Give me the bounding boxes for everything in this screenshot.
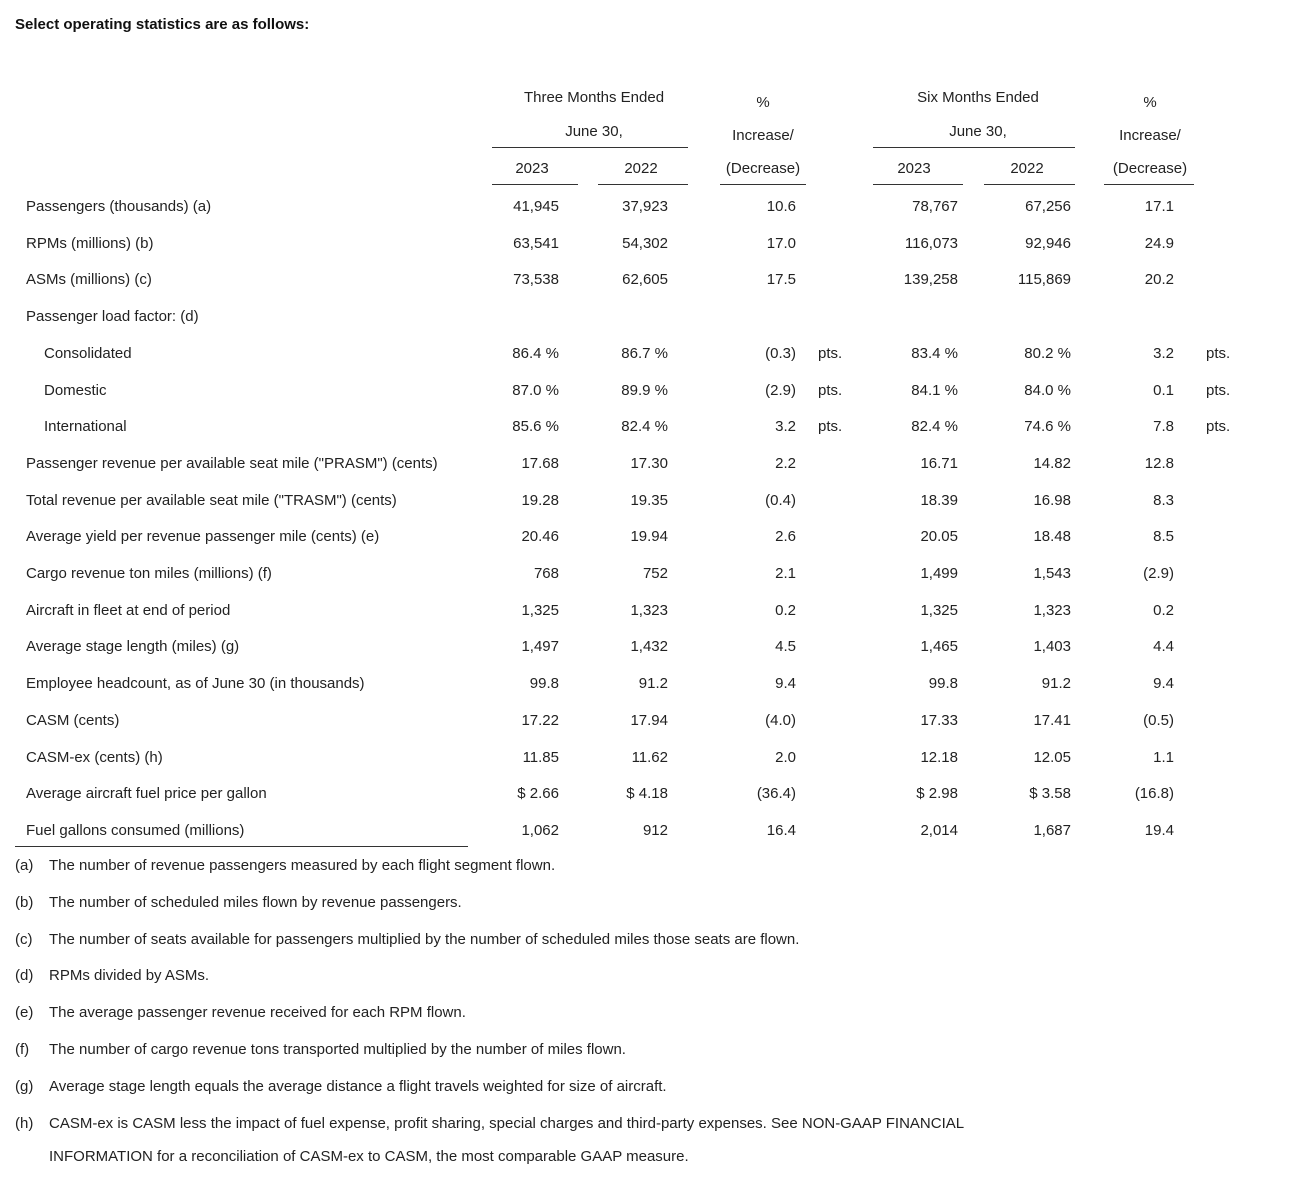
table-cell: 78,767 <box>912 198 958 215</box>
table-cell: 115,869 <box>1017 271 1071 288</box>
table-cell: 2.1 <box>775 565 796 582</box>
table-cell: 82.4 % <box>911 418 958 435</box>
three-months-header-line2: June 30, <box>565 123 623 140</box>
table-cell: 17.94 <box>630 712 668 729</box>
year-header-3m-2023: 2023 <box>515 160 549 177</box>
table-cell: 10.6 <box>766 198 796 215</box>
table-cell: 24.9 <box>1144 235 1174 252</box>
table-cell: 4.5 <box>775 638 796 655</box>
table-cell: (0.5) <box>1143 712 1174 729</box>
six-months-header-line1: Six Months Ended <box>917 89 1039 106</box>
pct-change-header-line3-3m: (Decrease) <box>725 160 801 177</box>
table-cell: 3.2 <box>775 418 796 435</box>
table-cell: 54,302 <box>622 235 668 252</box>
table-cell: $ 2.66 <box>517 785 559 802</box>
table-cell: 67,256 <box>1025 198 1071 215</box>
table-cell: 20.05 <box>920 528 958 545</box>
table-cell: 1,499 <box>920 565 958 582</box>
table-cell: 89.9 % <box>621 382 668 399</box>
three-months-underline <box>492 147 688 148</box>
pct-change-underline-6m <box>1104 184 1194 185</box>
pct-change-header-line1-3m: % <box>756 94 770 111</box>
footnote-text: The number of seats available for passengers multiplied by the number of scheduled miles those seats are flown. <box>49 931 800 948</box>
table-cell: (0.4) <box>765 492 796 509</box>
table-cell: (2.9) <box>765 382 796 399</box>
footnote-key: (g) <box>15 1078 34 1095</box>
table-cell: 62,605 <box>622 271 668 288</box>
table-cell: 82.4 % <box>621 418 668 435</box>
footnote-text: The number of cargo revenue tons transported multiplied by the number of miles flown. <box>49 1041 626 1058</box>
row-label: ASMs (millions) (c) <box>26 271 152 288</box>
table-cell: 17.68 <box>521 455 559 472</box>
table-cell: 752 <box>642 565 668 582</box>
row-label: International <box>44 418 127 435</box>
footnote-text: The average passenger revenue received for each RPM flown. <box>49 1004 466 1021</box>
table-cell: 1,403 <box>1033 638 1071 655</box>
table-cell: $ 3.58 <box>1029 785 1071 802</box>
footnote-text-continued: INFORMATION for a reconciliation of CASM-ex to CASM, the most comparable GAAP measure. <box>49 1148 689 1165</box>
table-cell: 8.5 <box>1153 528 1174 545</box>
table-cell: 11.62 <box>631 749 668 766</box>
row-label: Average yield per revenue passenger mile (cents) (e) <box>26 528 380 545</box>
footnote-key: (h) <box>15 1115 34 1132</box>
table-cell: 86.4 % <box>512 345 559 362</box>
table-cell: 80.2 % <box>1024 345 1071 362</box>
footnote-key: (a) <box>15 857 34 874</box>
table-cell: 91.2 <box>1041 675 1071 692</box>
table-cell: 0.2 <box>775 602 796 619</box>
table-cell: 17.30 <box>630 455 668 472</box>
pct-change-underline-3m <box>720 184 806 185</box>
table-cell: 17.22 <box>521 712 559 729</box>
table-cell: 86.7 % <box>621 345 668 362</box>
row-label: Consolidated <box>44 345 132 362</box>
table-cell: 16.4 <box>766 822 796 839</box>
row-label: Total revenue per available seat mile ("TRASM") (cents) <box>26 492 397 509</box>
row-label: Average stage length (miles) (g) <box>26 638 240 655</box>
table-cell: 4.4 <box>1153 638 1174 655</box>
pts-unit: pts. <box>818 382 843 399</box>
footnote-text: Average stage length equals the average distance a flight travels weighted for size of aircraft. <box>49 1078 667 1095</box>
pts-unit: pts. <box>1206 418 1231 435</box>
row-label: CASM (cents) <box>26 712 120 729</box>
table-cell: 1,465 <box>920 638 958 655</box>
table-cell: 1.1 <box>1153 749 1174 766</box>
table-cell: 17.5 <box>766 271 796 288</box>
six-months-header-line2: June 30, <box>949 123 1007 140</box>
table-cell: 84.0 % <box>1024 382 1071 399</box>
table-cell: 12.8 <box>1144 455 1174 472</box>
footnote-text: The number of revenue passengers measured by each flight segment flown. <box>49 857 556 874</box>
table-cell: 16.71 <box>920 455 958 472</box>
year-header-6m-2022: 2022 <box>1010 160 1044 177</box>
footnote-key: (d) <box>15 967 34 984</box>
table-cell: 1,323 <box>630 602 668 619</box>
pts-unit: pts. <box>818 345 843 362</box>
table-cell: 116,073 <box>904 235 958 252</box>
pct-change-header-line1-6m: % <box>1143 94 1157 111</box>
footnote-key: (b) <box>15 894 34 911</box>
table-cell: 0.2 <box>1153 602 1174 619</box>
table-cell: 85.6 % <box>512 418 559 435</box>
table-cell: 1,062 <box>521 822 559 839</box>
footnote-text: CASM-ex is CASM less the impact of fuel expense, profit sharing, special charges and third-party expenses. See NON-GAAP FINANCIAL <box>49 1115 965 1132</box>
table-cell: 19.28 <box>521 492 559 509</box>
table-cell: 99.8 <box>529 675 559 692</box>
pct-change-header-line2-3m: Increase/ <box>732 127 794 144</box>
row-label: Fuel gallons consumed (millions) <box>26 822 245 839</box>
table-cell: 74.6 % <box>1024 418 1071 435</box>
table-cell: 1,687 <box>1033 822 1071 839</box>
table-cell: 768 <box>533 565 559 582</box>
table-cell: 0.1 <box>1153 382 1174 399</box>
table-cell: 1,432 <box>630 638 668 655</box>
table-cell: 2.6 <box>775 528 796 545</box>
pct-change-header-line2-6m: Increase/ <box>1119 127 1181 144</box>
table-cell: (0.3) <box>765 345 796 362</box>
year-underline-6m-2023 <box>873 184 963 185</box>
footnote-key: (f) <box>15 1041 30 1058</box>
row-label: Employee headcount, as of June 30 (in thousands) <box>26 675 365 692</box>
row-label: Passengers (thousands) (a) <box>26 198 212 215</box>
year-header-3m-2022: 2022 <box>624 160 658 177</box>
table-cell: 1,323 <box>1033 602 1071 619</box>
table-cell: (4.0) <box>765 712 796 729</box>
table-cell: 12.05 <box>1033 749 1071 766</box>
row-label: Aircraft in fleet at end of period <box>26 602 231 619</box>
table-cell: 1,325 <box>521 602 559 619</box>
table-cell: 7.8 <box>1153 418 1174 435</box>
table-cell: 18.48 <box>1033 528 1071 545</box>
pct-change-header-line3-6m: (Decrease) <box>1112 160 1188 177</box>
table-cell: 1,497 <box>521 638 559 655</box>
table-cell: $ 4.18 <box>626 785 668 802</box>
row-label: Cargo revenue ton miles (millions) (f) <box>26 565 272 582</box>
table-cell: 84.1 % <box>911 382 958 399</box>
table-cell: 19.94 <box>630 528 668 545</box>
table-cell: 17.41 <box>1033 712 1071 729</box>
table-cell: 11.85 <box>522 749 559 766</box>
table-cell: 912 <box>642 822 668 839</box>
row-label: Domestic <box>44 382 107 399</box>
table-cell: 19.35 <box>630 492 668 509</box>
footnote-key: (e) <box>15 1004 34 1021</box>
table-cell: 16.98 <box>1033 492 1071 509</box>
table-cell: 2.2 <box>775 455 796 472</box>
table-cell: 20.46 <box>521 528 559 545</box>
year-underline-6m-2022 <box>984 184 1075 185</box>
table-cell: 20.2 <box>1144 271 1174 288</box>
table-cell: $ 2.98 <box>916 785 958 802</box>
table-cell: (16.8) <box>1134 785 1174 802</box>
table-cell: 18.39 <box>920 492 958 509</box>
footnote-key: (c) <box>15 931 33 948</box>
table-cell: 3.2 <box>1153 345 1174 362</box>
pts-unit: pts. <box>818 418 843 435</box>
table-cell: 63,541 <box>513 235 559 252</box>
table-cell: 139,258 <box>903 271 958 288</box>
row-label: Average aircraft fuel price per gallon <box>26 785 267 802</box>
footnote-text: The number of scheduled miles flown by revenue passengers. <box>49 894 462 911</box>
row-label: Passenger load factor: (d) <box>26 308 199 325</box>
table-bottom-rule <box>15 846 468 847</box>
table-cell: 83.4 % <box>911 345 958 362</box>
row-label: Passenger revenue per available seat mile ("PRASM") (cents) <box>26 455 438 472</box>
table-cell: 19.4 <box>1144 822 1174 839</box>
table-cell: (36.4) <box>756 785 796 802</box>
table-cell: 99.8 <box>928 675 958 692</box>
table-cell: 17.0 <box>766 235 796 252</box>
table-cell: 9.4 <box>775 675 796 692</box>
table-cell: 2.0 <box>775 749 796 766</box>
table-cell: 87.0 % <box>512 382 559 399</box>
table-cell: 37,923 <box>622 198 668 215</box>
table-cell: 41,945 <box>513 198 559 215</box>
pts-unit: pts. <box>1206 382 1231 399</box>
six-months-underline <box>873 147 1075 148</box>
year-underline-3m-2022 <box>598 184 688 185</box>
table-cell: 1,543 <box>1033 565 1071 582</box>
table-cell: 17.33 <box>920 712 958 729</box>
year-header-6m-2023: 2023 <box>897 160 931 177</box>
footnote-text: RPMs divided by ASMs. <box>49 967 210 984</box>
table-cell: 1,325 <box>920 602 958 619</box>
pts-unit: pts. <box>1206 345 1231 362</box>
table-cell: 8.3 <box>1153 492 1174 509</box>
table-cell: (2.9) <box>1143 565 1174 582</box>
row-label: CASM-ex (cents) (h) <box>26 749 163 766</box>
table-cell: 14.82 <box>1033 455 1071 472</box>
table-cell: 73,538 <box>513 271 559 288</box>
table-cell: 17.1 <box>1144 198 1174 215</box>
page-title: Select operating statistics are as follows: <box>15 16 310 33</box>
table-cell: 2,014 <box>920 822 958 839</box>
three-months-header-line1: Three Months Ended <box>523 89 665 106</box>
table-cell: 91.2 <box>638 675 668 692</box>
table-cell: 92,946 <box>1025 235 1071 252</box>
year-underline-3m-2023 <box>492 184 578 185</box>
row-label: RPMs (millions) (b) <box>26 235 154 252</box>
table-cell: 9.4 <box>1153 675 1174 692</box>
table-cell: 12.18 <box>920 749 958 766</box>
